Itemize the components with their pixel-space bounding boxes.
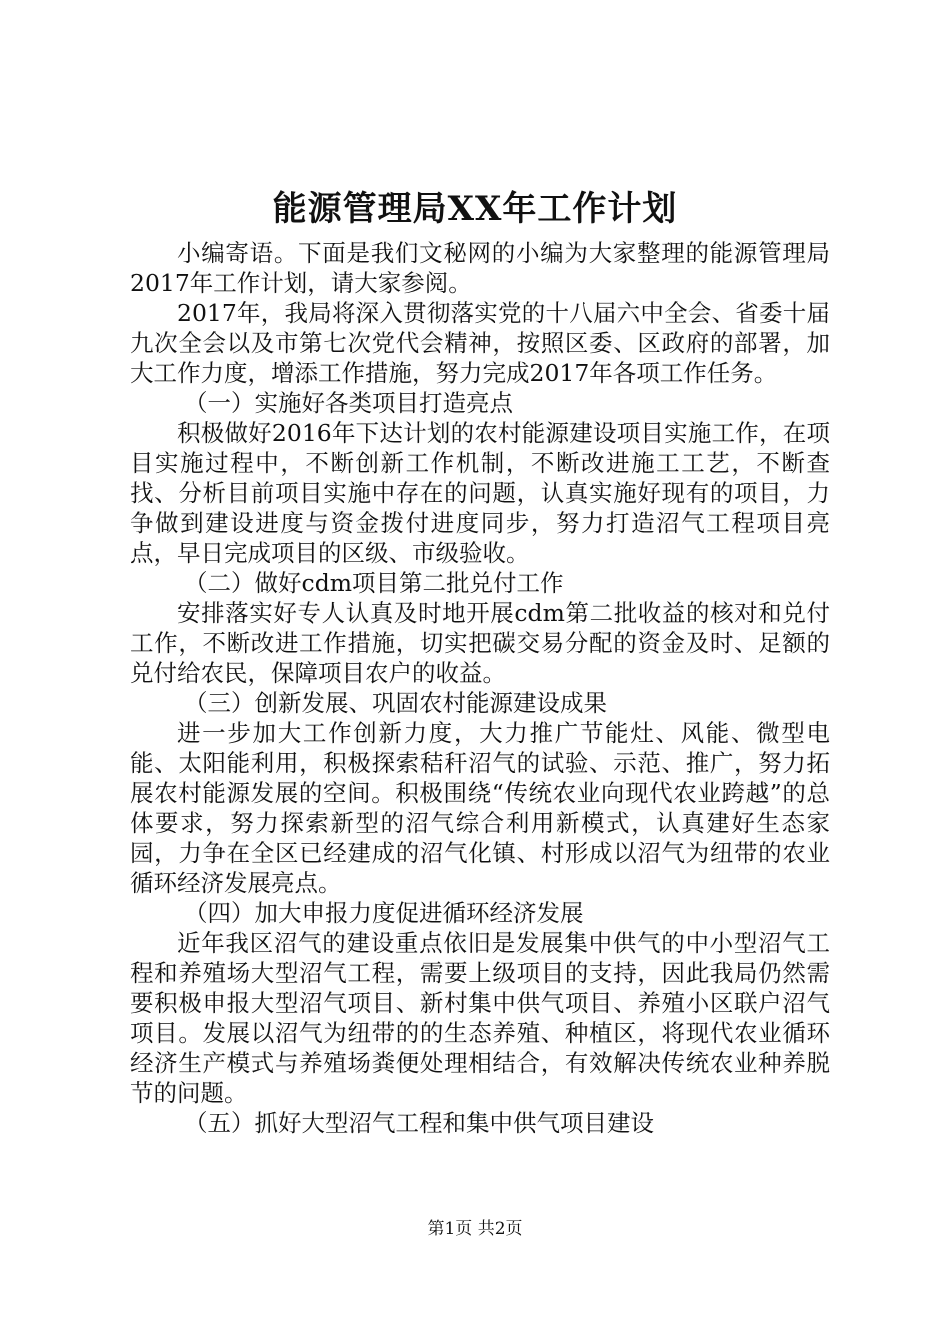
- paragraph-intro: 小编寄语。下面是我们文秘网的小编为大家整理的能源管理局2017年工作计划，请大家参阅。: [130, 239, 830, 297]
- section-heading-5: （五）抓好大型沼气工程和集中供气项目建设: [184, 1109, 655, 1137]
- page-number-footer: 第1页 共2页: [427, 1219, 523, 1239]
- document-title: 能源管理局XX年工作计划: [272, 189, 678, 229]
- paragraph-section-1: 积极做好2016年下达计划的农村能源建设项目实施工作，在项目实施过程中，不断创新工作机制，不断改进施工工艺，不断查找、分析目前项目实施中存在的问题，认真实施好现有的项目，力争做到建设进度与资金拨付进度同步，努力打造沼气工程项目亮点，早日完成项目的区级、市级验收。: [130, 419, 830, 567]
- section-heading-1: （一）实施好各类项目打造亮点: [184, 389, 514, 417]
- paragraph-section-2: 安排落实好专人认真及时地开展cdm第二批收益的核对和兑付工作，不断改进工作措施，切实把碳交易分配的资金及时、足额的兑付给农民，保障项目农户的收益。: [130, 599, 830, 687]
- paragraph-section-3: 进一步加大工作创新力度，大力推广节能灶、风能、微型电能、太阳能利用，积极探索秸秆沼气的试验、示范、推广，努力拓展农村能源发展的空间。积极围绕“传统农业向现代农业跨越”的总体要求，努力探索新型的沼气综合利用新模式，认真建好生态家园，力争在全区已经建成的沼气化镇、村形成以沼气为纽带的农业循环经济发展亮点。: [130, 719, 830, 897]
- section-heading-2: （二）做好cdm项目第二批兑付工作: [184, 569, 564, 597]
- section-heading-3: （三）创新发展、巩固农村能源建设成果: [184, 689, 608, 717]
- paragraph-section-4: 近年我区沼气的建设重点依旧是发展集中供气的中小型沼气工程和养殖场大型沼气工程，需要上级项目的支持，因此我局仍然需要积极申报大型沼气项目、新村集中供气项目、养殖小区联户沼气项目。发展以沼气为纽带的的生态养殖、种植区，将现代农业循环经济生产模式与养殖场粪便处理相结合，有效解决传统农业种养脱节的问题。: [130, 929, 830, 1107]
- section-heading-4: （四）加大申报力度促进循环经济发展: [184, 899, 584, 927]
- document-body: [130, 238, 830, 1138]
- paragraph-overview: 2017年，我局将深入贯彻落实党的十八届六中全会、省委十届九次全会以及市第七次党代会精神，按照区委、区政府的部署，加大工作力度，增添工作措施，努力完成2017年各项工作任务。: [130, 299, 830, 387]
